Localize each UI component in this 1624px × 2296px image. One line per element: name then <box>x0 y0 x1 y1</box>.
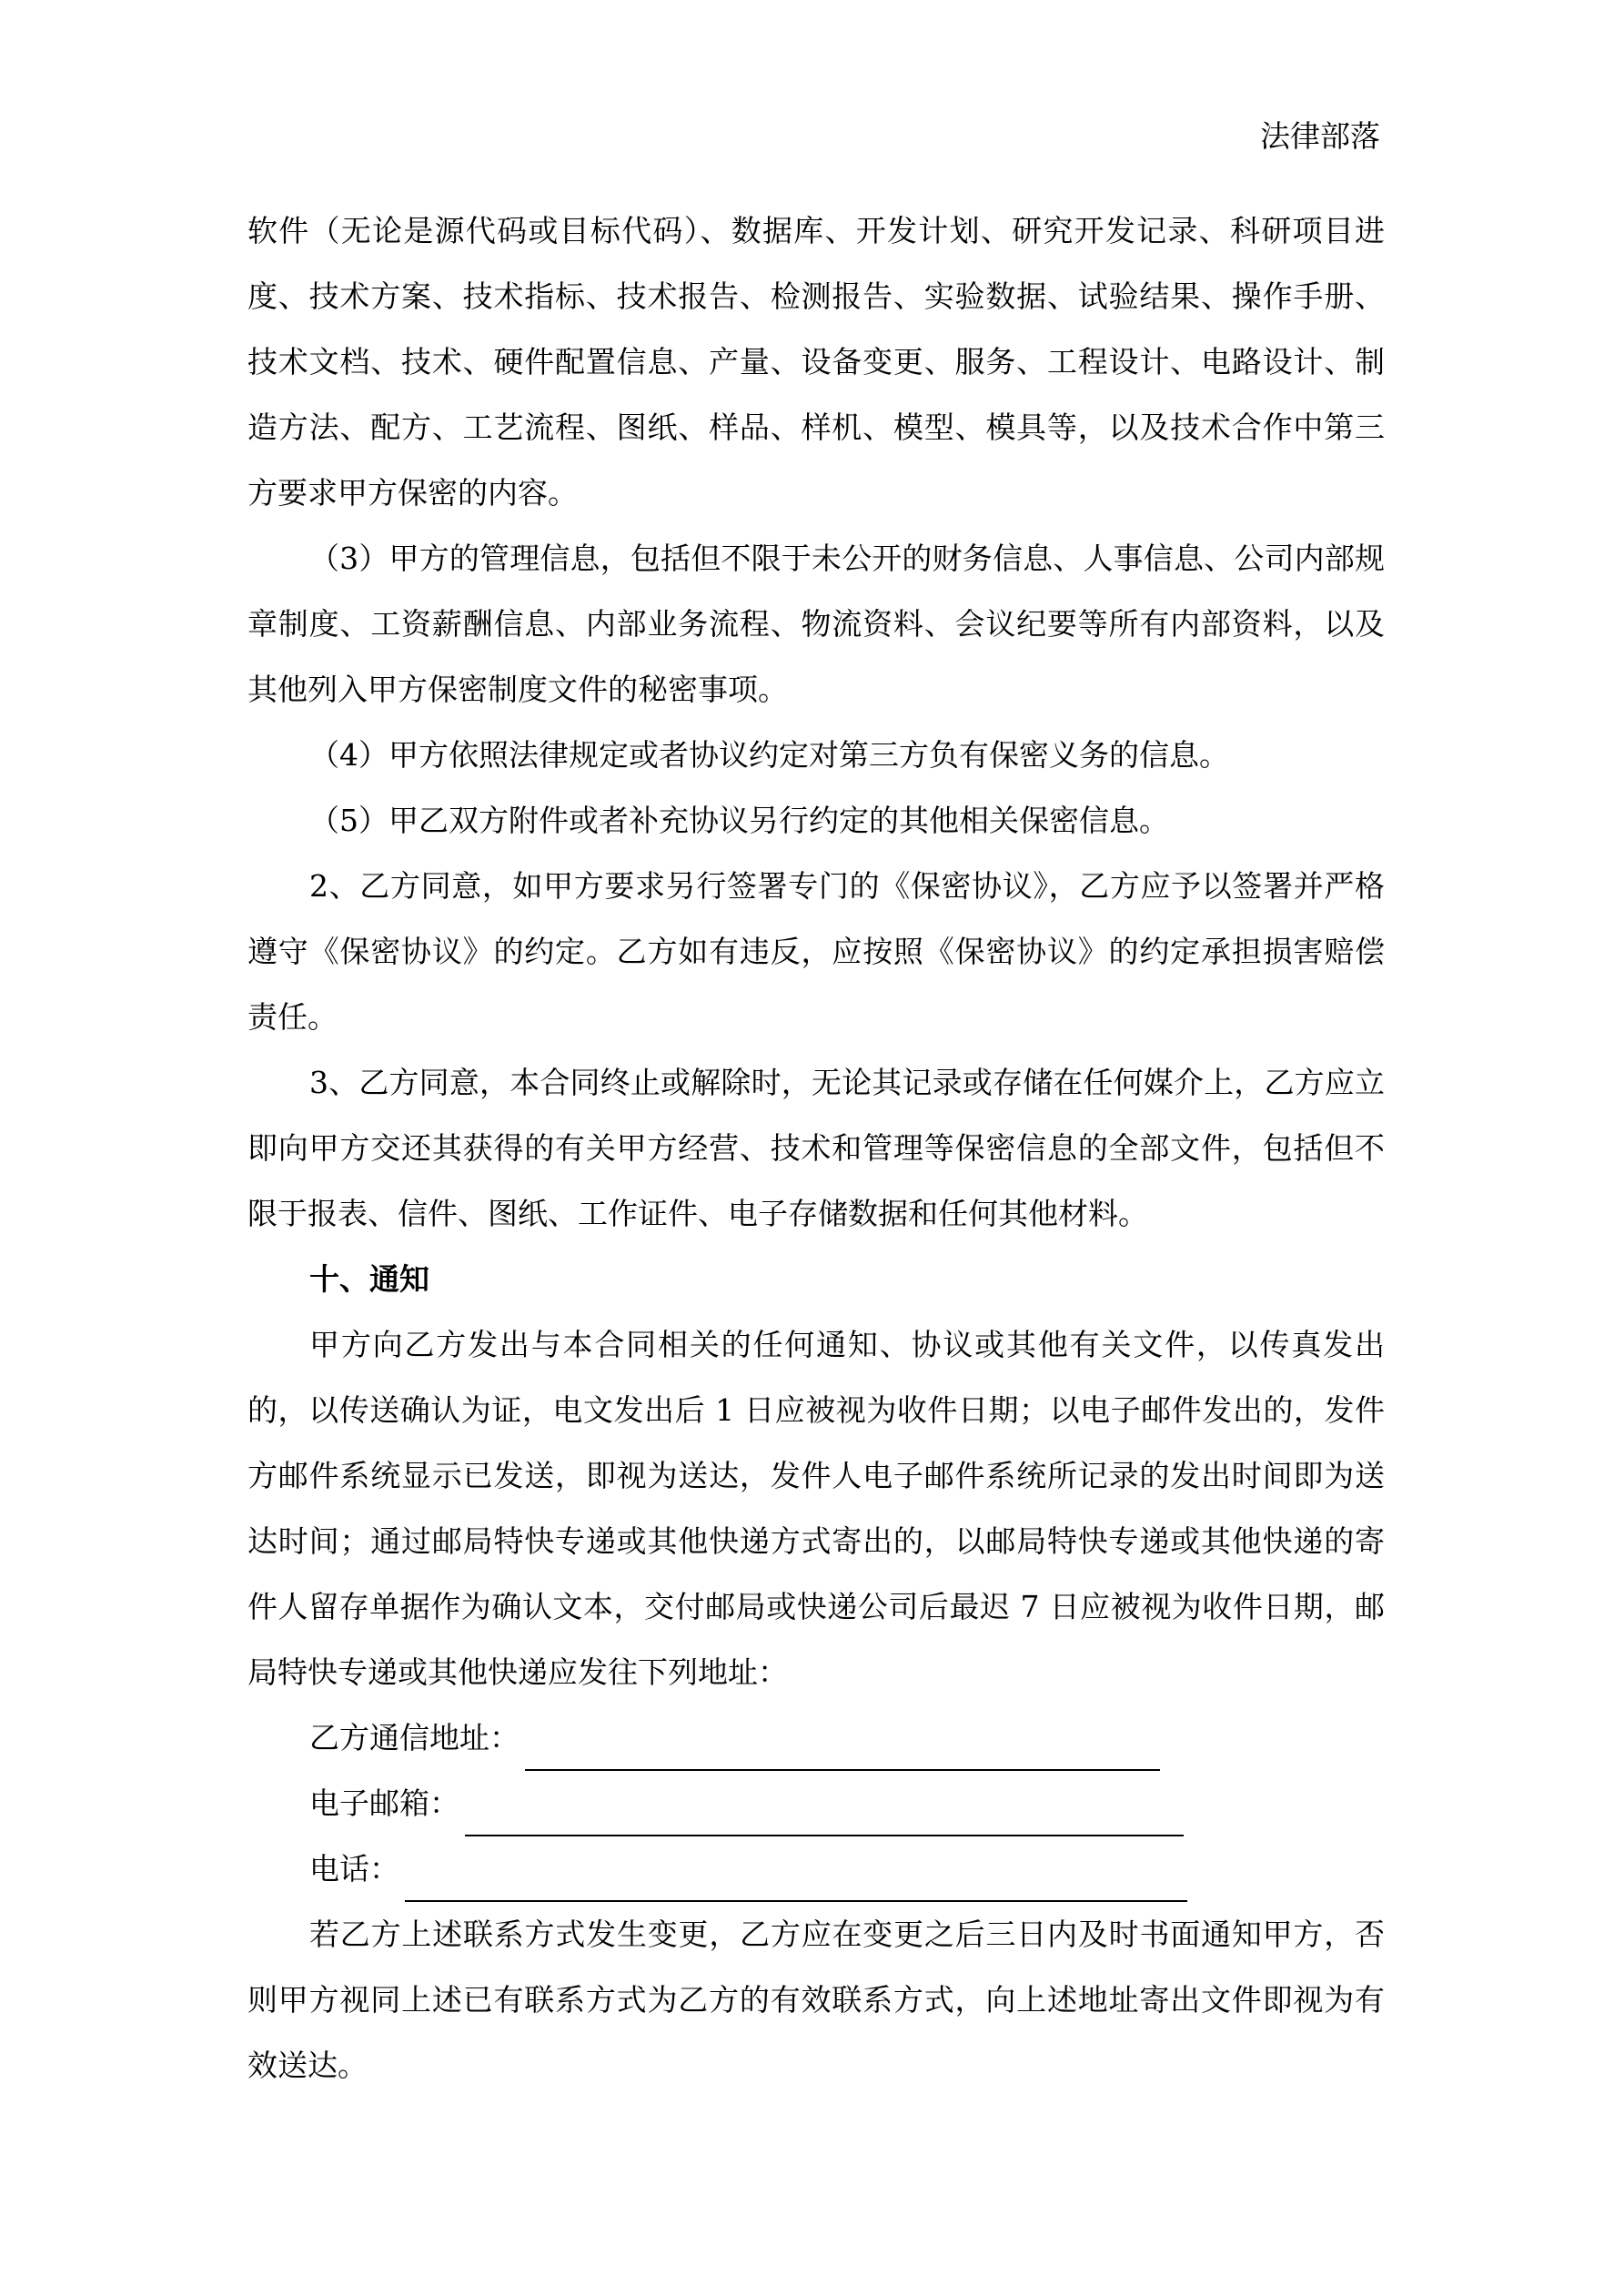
field-address <box>247 1705 1385 1771</box>
page-header-title: 法律部落 <box>1260 118 1380 154</box>
paragraph-notice-closing: 若乙方上述联系方式发生变更，乙方应在变更之后三日内及时书面通知甲方，否则甲方视同上述已有联系方式为乙方的有效联系方式，向上述地址寄出文件即视为有效送达。 <box>247 1917 1385 2083</box>
paragraph-return-documents: 3、乙方同意，本合同终止或解除时，无论其记录或存储在任何媒介上，乙方应立即向甲方交还其获得的有关甲方经营、技术和管理等保密信息的全部文件，包括但不限于报表、信件、图纸、工作证件、电子存储数据和任何其他材料。 <box>247 1065 1385 1231</box>
field-email-label: 电子邮箱： <box>309 1785 459 1821</box>
field-phone-label: 电话： <box>309 1851 399 1886</box>
paragraph-supplementary-info: （5）甲乙双方附件或者补充协议另行约定的其他相关保密信息。 <box>309 803 1169 838</box>
field-email <box>247 1771 1385 1836</box>
field-email-blank[interactable] <box>465 1791 1184 1836</box>
paragraph-confidentiality-agreement: 2、乙方同意，如甲方要求另行签署专门的《保密协议》，乙方应予以签署并严格遵守《保密协议》的约定。乙方如有违反，应按照《保密协议》的约定承担损害赔偿责任。 <box>247 868 1385 1035</box>
field-address-blank[interactable] <box>525 1725 1160 1771</box>
paragraph-third-party-info: （4）甲方依照法律规定或者协议约定对第三方负有保密义务的信息。 <box>309 737 1229 773</box>
paragraph-management-info: （3）甲方的管理信息，包括但不限于未公开的财务信息、人事信息、公司内部规章制度、工资薪酬信息、内部业务流程、物流资料、会议纪要等所有内部资料，以及其他列入甲方保密制度文件的秘密事项。 <box>247 541 1385 707</box>
field-phone <box>247 1836 1385 1902</box>
paragraph-tech-info: 软件（无论是源代码或目标代码）、数据库、开发计划、研究开发记录、科研项目进度、技术方案、技术指标、技术报告、检测报告、实验数据、试验结果、操作手册、技术文档、技术、硬件配置信息、产量、设备变更、服务、工程设计、电路设计、制造方法、配方、工艺流程、图纸、样品、样机、模型、模具等，以及技术合作中第三方要求甲方保密的内容。 <box>247 213 1385 511</box>
section-heading-notice: 十、通知 <box>309 1261 429 1297</box>
field-phone-blank[interactable] <box>405 1856 1187 1902</box>
paragraph-notice-intro: 甲方向乙方发出与本合同相关的任何通知、协议或其他有关文件，以传真发出的，以传送确认为证，电文发出后 1 日应被视为收件日期；以电子邮件发出的，发件方邮件系统显示已发送，即视为送达，发件人电子邮件系统所记录的发出时间即为送达时间；通过邮局特快专递或其他快递方式寄出的，以邮局特快专递或其他快递的寄件人留存单据作为确认文本，交付邮局或快递公司后最迟 7 日应被视为收件日期，邮局特快专递或其他快递应发往下列地址： <box>247 1327 1385 1690</box>
field-address-label: 乙方通信地址： <box>309 1720 519 1755</box>
document-body <box>247 198 1385 2099</box>
